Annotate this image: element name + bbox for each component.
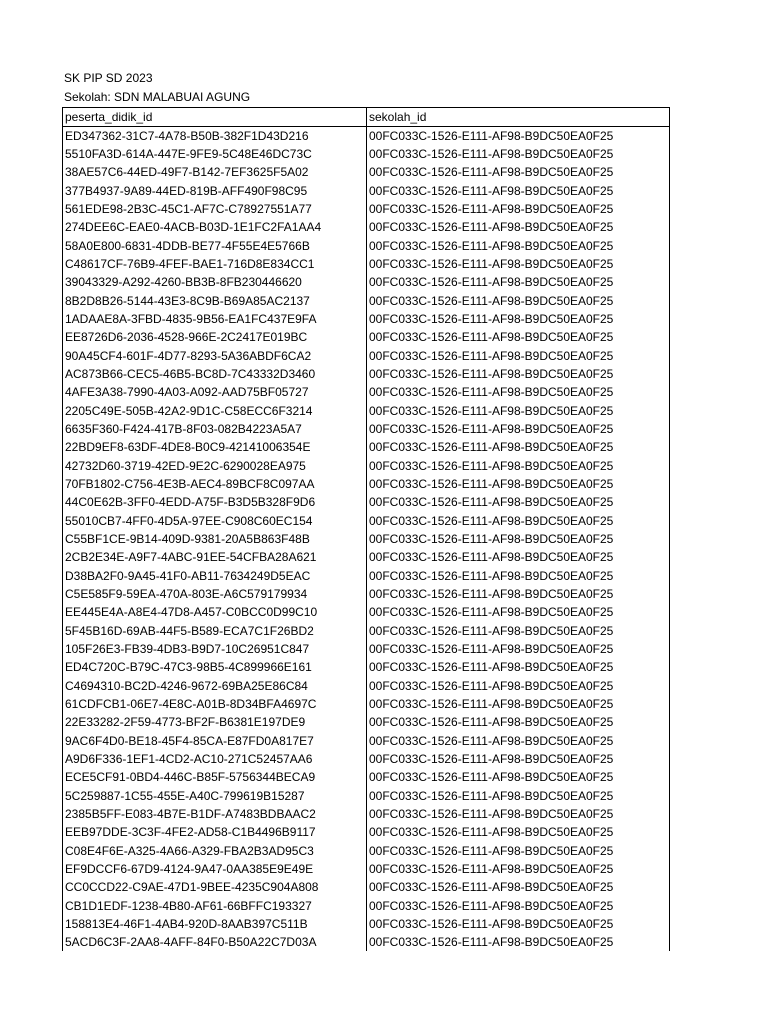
- table-row: [63, 237, 670, 255]
- peserta-didik-id-cell: 2385B5FF-E083-4B7E-B1DF-A7483BDBAAC2: [63, 805, 367, 823]
- peserta-didik-id-cell: CB1D1EDF-1238-4B80-AF61-66BFFC193327: [63, 896, 367, 914]
- peserta-didik-id-cell: A9D6F336-1EF1-4CD2-AC10-271C52457AA6: [63, 750, 367, 768]
- table-row: [63, 658, 670, 676]
- document-title: SK PIP SD 2023: [64, 71, 153, 85]
- sekolah-id-cell: 00FC033C-1526-E111-AF98-B9DC50EA0F25: [367, 457, 670, 475]
- sekolah-id-cell: 00FC033C-1526-E111-AF98-B9DC50EA0F25: [367, 823, 670, 841]
- peserta-didik-id-cell: 5F45B16D-69AB-44F5-B589-ECA7C1F26BD2: [63, 622, 367, 640]
- peserta-didik-id-cell: 4AFE3A38-7990-4A03-A092-AAD75BF05727: [63, 383, 367, 401]
- peserta-didik-id-cell: 58A0E800-6831-4DDB-BE77-4F55E4E5766B: [63, 237, 367, 255]
- peserta-didik-id-cell: 2205C49E-505B-42A2-9D1C-C58ECC6F3214: [63, 402, 367, 420]
- sekolah-id-cell: 00FC033C-1526-E111-AF98-B9DC50EA0F25: [367, 841, 670, 859]
- peserta-didik-id-cell: ECE5CF91-0BD4-446C-B85F-5756344BECA9: [63, 768, 367, 786]
- sekolah-id-cell: 00FC033C-1526-E111-AF98-B9DC50EA0F25: [367, 127, 670, 146]
- sekolah-id-cell: 00FC033C-1526-E111-AF98-B9DC50EA0F25: [367, 695, 670, 713]
- table-row: [63, 805, 670, 823]
- peserta-didik-id-cell: CC0CCD22-C9AE-47D1-9BEE-4235C904A808: [63, 878, 367, 896]
- sekolah-id-cell: 00FC033C-1526-E111-AF98-B9DC50EA0F25: [367, 347, 670, 365]
- sekolah-id-cell: 00FC033C-1526-E111-AF98-B9DC50EA0F25: [367, 915, 670, 933]
- peserta-didik-id-cell: 55010CB7-4FF0-4D5A-97EE-C908C60EC154: [63, 512, 367, 530]
- table-row: [63, 273, 670, 291]
- sekolah-id-cell: 00FC033C-1526-E111-AF98-B9DC50EA0F25: [367, 438, 670, 456]
- table-row: [63, 677, 670, 695]
- peserta-didik-id-cell: ED4C720C-B79C-47C3-98B5-4C899966E161: [63, 658, 367, 676]
- table-row: [63, 915, 670, 933]
- table-row: [63, 548, 670, 566]
- table-row: [63, 713, 670, 731]
- peserta-didik-id-cell: EF9DCCF6-67D9-4124-9A47-0AA385E9E49E: [63, 860, 367, 878]
- peserta-didik-id-cell: 1ADAAE8A-3FBD-4835-9B56-EA1FC437E9FA: [63, 310, 367, 328]
- peserta-didik-id-cell: 274DEE6C-EAE0-4ACB-B03D-1E1FC2FA1AA4: [63, 218, 367, 236]
- peserta-didik-id-cell: 22BD9EF8-63DF-4DE8-B0C9-42141006354E: [63, 438, 367, 456]
- peserta-didik-id-cell: 5ACD6C3F-2AA8-4AFF-84F0-B50A22C7D03A: [63, 933, 367, 951]
- table-row: [63, 512, 670, 530]
- table-row: [63, 860, 670, 878]
- table-row: [63, 933, 670, 951]
- sekolah-id-cell: 00FC033C-1526-E111-AF98-B9DC50EA0F25: [367, 292, 670, 310]
- sekolah-id-cell: 00FC033C-1526-E111-AF98-B9DC50EA0F25: [367, 145, 670, 163]
- table-row: [63, 347, 670, 365]
- sekolah-id-cell: 00FC033C-1526-E111-AF98-B9DC50EA0F25: [367, 218, 670, 236]
- peserta-didik-id-cell: EE445E4A-A8E4-47D8-A457-C0BCC0D99C10: [63, 603, 367, 621]
- table-header-row: [63, 108, 670, 127]
- sekolah-id-cell: 00FC033C-1526-E111-AF98-B9DC50EA0F25: [367, 805, 670, 823]
- table-body: [63, 127, 670, 952]
- peserta-didik-id-cell: 9AC6F4D0-BE18-45F4-85CA-E87FD0A817E7: [63, 732, 367, 750]
- peserta-didik-id-cell: 61CDFCB1-06E7-4E8C-A01B-8D34BFA4697C: [63, 695, 367, 713]
- peserta-didik-id-cell: 39043329-A292-4260-BB3B-8FB230446620: [63, 273, 367, 291]
- table-row: [63, 585, 670, 603]
- sekolah-id-cell: 00FC033C-1526-E111-AF98-B9DC50EA0F25: [367, 603, 670, 621]
- table-row: [63, 750, 670, 768]
- table-row: [63, 493, 670, 511]
- peserta-didik-id-cell: 5C259887-1C55-455E-A40C-799619B15287: [63, 786, 367, 804]
- sekolah-id-cell: 00FC033C-1526-E111-AF98-B9DC50EA0F25: [367, 475, 670, 493]
- peserta-didik-id-cell: EEB97DDE-3C3F-4FE2-AD58-C1B4496B9117: [63, 823, 367, 841]
- table-row: [63, 622, 670, 640]
- peserta-didik-id-cell: 2CB2E34E-A9F7-4ABC-91EE-54CFBA28A621: [63, 548, 367, 566]
- sekolah-id-cell: 00FC033C-1526-E111-AF98-B9DC50EA0F25: [367, 768, 670, 786]
- peserta-didik-id-cell: ED347362-31C7-4A78-B50B-382F1D43D216: [63, 127, 367, 146]
- peserta-didik-id-cell: 38AE57C6-44ED-49F7-B142-7EF3625F5A02: [63, 163, 367, 181]
- table-row: [63, 878, 670, 896]
- table-row: [63, 163, 670, 181]
- table-row: [63, 145, 670, 163]
- sekolah-id-cell: 00FC033C-1526-E111-AF98-B9DC50EA0F25: [367, 530, 670, 548]
- peserta-didik-id-cell: 561EDE98-2B3C-45C1-AF7C-C78927551A77: [63, 200, 367, 218]
- table-row: [63, 402, 670, 420]
- table-row: [63, 438, 670, 456]
- table-row: [63, 475, 670, 493]
- table-row: [63, 218, 670, 236]
- peserta-didik-id-cell: C5E585F9-59EA-470A-803E-A6C579179934: [63, 585, 367, 603]
- sekolah-id-cell: 00FC033C-1526-E111-AF98-B9DC50EA0F25: [367, 200, 670, 218]
- column-header-peserta-didik-id: peserta_didik_id: [63, 108, 367, 127]
- table-row: [63, 896, 670, 914]
- table-row: [63, 127, 670, 146]
- sekolah-id-cell: 00FC033C-1526-E111-AF98-B9DC50EA0F25: [367, 383, 670, 401]
- peserta-didik-id-cell: 8B2D8B26-5144-43E3-8C9B-B69A85AC2137: [63, 292, 367, 310]
- table-row: [63, 310, 670, 328]
- sekolah-id-cell: 00FC033C-1526-E111-AF98-B9DC50EA0F25: [367, 658, 670, 676]
- peserta-didik-id-cell: D38BA2F0-9A45-41F0-AB11-7634249D5EAC: [63, 567, 367, 585]
- peserta-didik-id-cell: C4694310-BC2D-4246-9672-69BA25E86C84: [63, 677, 367, 695]
- sekolah-id-cell: 00FC033C-1526-E111-AF98-B9DC50EA0F25: [367, 310, 670, 328]
- table-row: [63, 200, 670, 218]
- table-row: [63, 768, 670, 786]
- sekolah-id-cell: 00FC033C-1526-E111-AF98-B9DC50EA0F25: [367, 713, 670, 731]
- sekolah-id-cell: 00FC033C-1526-E111-AF98-B9DC50EA0F25: [367, 585, 670, 603]
- table-row: [63, 457, 670, 475]
- sekolah-id-cell: 00FC033C-1526-E111-AF98-B9DC50EA0F25: [367, 512, 670, 530]
- table-row: [63, 328, 670, 346]
- peserta-didik-id-cell: C55BF1CE-9B14-409D-9381-20A5B863F48B: [63, 530, 367, 548]
- sekolah-id-cell: 00FC033C-1526-E111-AF98-B9DC50EA0F25: [367, 732, 670, 750]
- peserta-didik-id-cell: 5510FA3D-614A-447E-9FE9-5C48E46DC73C: [63, 145, 367, 163]
- table-row: [63, 695, 670, 713]
- table-row: [63, 841, 670, 859]
- peserta-didik-id-cell: 44C0E62B-3FF0-4EDD-A75F-B3D5B328F9D6: [63, 493, 367, 511]
- sekolah-id-cell: 00FC033C-1526-E111-AF98-B9DC50EA0F25: [367, 786, 670, 804]
- table-row: [63, 732, 670, 750]
- table-row: [63, 530, 670, 548]
- sekolah-id-cell: 00FC033C-1526-E111-AF98-B9DC50EA0F25: [367, 255, 670, 273]
- table-row: [63, 640, 670, 658]
- sekolah-id-cell: 00FC033C-1526-E111-AF98-B9DC50EA0F25: [367, 896, 670, 914]
- sekolah-id-cell: 00FC033C-1526-E111-AF98-B9DC50EA0F25: [367, 878, 670, 896]
- peserta-didik-id-cell: 377B4937-9A89-44ED-819B-AFF490F98C95: [63, 182, 367, 200]
- peserta-didik-id-cell: 105F26E3-FB39-4DB3-B9D7-10C26951C847: [63, 640, 367, 658]
- table-row: [63, 420, 670, 438]
- table-row: [63, 603, 670, 621]
- sekolah-id-cell: 00FC033C-1526-E111-AF98-B9DC50EA0F25: [367, 182, 670, 200]
- sekolah-id-cell: 00FC033C-1526-E111-AF98-B9DC50EA0F25: [367, 548, 670, 566]
- sekolah-id-cell: 00FC033C-1526-E111-AF98-B9DC50EA0F25: [367, 402, 670, 420]
- peserta-didik-id-cell: C48617CF-76B9-4FEF-BAE1-716D8E834CC1: [63, 255, 367, 273]
- table-row: [63, 292, 670, 310]
- sekolah-id-cell: 00FC033C-1526-E111-AF98-B9DC50EA0F25: [367, 622, 670, 640]
- column-header-sekolah-id: sekolah_id: [367, 108, 670, 127]
- peserta-didik-id-cell: C08E4F6E-A325-4A66-A329-FBA2B3AD95C3: [63, 841, 367, 859]
- sekolah-id-cell: 00FC033C-1526-E111-AF98-B9DC50EA0F25: [367, 273, 670, 291]
- table-row: [63, 255, 670, 273]
- sekolah-id-cell: 00FC033C-1526-E111-AF98-B9DC50EA0F25: [367, 365, 670, 383]
- sekolah-id-cell: 00FC033C-1526-E111-AF98-B9DC50EA0F25: [367, 640, 670, 658]
- sekolah-id-cell: 00FC033C-1526-E111-AF98-B9DC50EA0F25: [367, 750, 670, 768]
- student-table: [62, 107, 670, 951]
- sekolah-id-cell: 00FC033C-1526-E111-AF98-B9DC50EA0F25: [367, 567, 670, 585]
- sekolah-id-cell: 00FC033C-1526-E111-AF98-B9DC50EA0F25: [367, 677, 670, 695]
- peserta-didik-id-cell: 42732D60-3719-42ED-9E2C-6290028EA975: [63, 457, 367, 475]
- sekolah-id-cell: 00FC033C-1526-E111-AF98-B9DC50EA0F25: [367, 163, 670, 181]
- sekolah-id-cell: 00FC033C-1526-E111-AF98-B9DC50EA0F25: [367, 493, 670, 511]
- sekolah-id-cell: 00FC033C-1526-E111-AF98-B9DC50EA0F25: [367, 328, 670, 346]
- sekolah-id-cell: 00FC033C-1526-E111-AF98-B9DC50EA0F25: [367, 933, 670, 951]
- peserta-didik-id-cell: 22E33282-2F59-4773-BF2F-B6381E197DE9: [63, 713, 367, 731]
- table-row: [63, 567, 670, 585]
- table-row: [63, 786, 670, 804]
- peserta-didik-id-cell: 70FB1802-C756-4E3B-AEC4-89BCF8C097AA: [63, 475, 367, 493]
- sekolah-id-cell: 00FC033C-1526-E111-AF98-B9DC50EA0F25: [367, 860, 670, 878]
- peserta-didik-id-cell: 6635F360-F424-417B-8F03-082B4223A5A7: [63, 420, 367, 438]
- table-row: [63, 823, 670, 841]
- table-row: [63, 182, 670, 200]
- peserta-didik-id-cell: 90A45CF4-601F-4D77-8293-5A36ABDF6CA2: [63, 347, 367, 365]
- peserta-didik-id-cell: 158813E4-46F1-4AB4-920D-8AAB397C511B: [63, 915, 367, 933]
- table-row: [63, 365, 670, 383]
- school-name: Sekolah: SDN MALABUAI AGUNG: [64, 90, 251, 104]
- sekolah-id-cell: 00FC033C-1526-E111-AF98-B9DC50EA0F25: [367, 420, 670, 438]
- peserta-didik-id-cell: EE8726D6-2036-4528-966E-2C2417E019BC: [63, 328, 367, 346]
- sekolah-id-cell: 00FC033C-1526-E111-AF98-B9DC50EA0F25: [367, 237, 670, 255]
- peserta-didik-id-cell: AC873B66-CEC5-46B5-BC8D-7C43332D3460: [63, 365, 367, 383]
- table-row: [63, 383, 670, 401]
